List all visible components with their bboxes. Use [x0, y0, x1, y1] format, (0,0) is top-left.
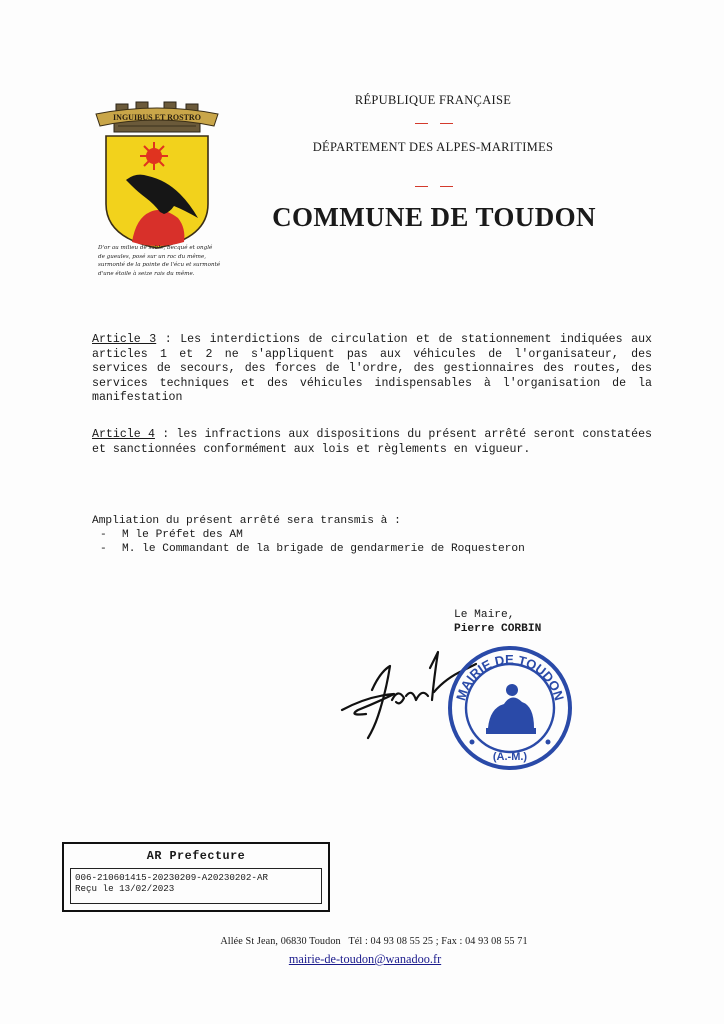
stamp-text-top: MAIRIE DE TOUDON [453, 651, 567, 703]
departement-heading: DÉPARTEMENT DES ALPES-MARITIMES [312, 140, 554, 154]
divider-dash [415, 186, 428, 187]
ampliation-item [100, 528, 243, 542]
divider-dash [440, 186, 453, 187]
official-stamp [446, 644, 574, 772]
ampliation-intro: Ampliation du présent arrêté sera transmis à : [92, 515, 401, 527]
motto-text: INGUIBUS ET ROSTRO [113, 113, 201, 122]
divider-dash [415, 123, 428, 124]
crest-caption-line: surmonté de la pointe de l'écu et surmonté [98, 262, 221, 268]
ampliation-item-text: M. le Commandant de la brigade de gendarmerie de Roquesteron [122, 543, 525, 555]
stamp-emblem [486, 684, 536, 734]
footer-email-link[interactable]: mairie-de-toudon@wanadoo.fr [288, 952, 442, 966]
article-label: Article 4 [92, 428, 155, 441]
ar-reference: 006-210601415-20230209-A20230202-AR [75, 872, 268, 883]
ampliation-item [100, 542, 525, 556]
crest-caption-line: D'or au milieu de sable, becqué et onglé [98, 245, 213, 251]
ar-received-date: Reçu le 13/02/2023 [75, 883, 175, 894]
stamp-text-bottom: (A.-M.) [492, 751, 528, 763]
crest-caption [98, 244, 238, 278]
divider-dash [440, 123, 453, 124]
republique-heading: RÉPUBLIQUE FRANÇAISE [354, 93, 512, 107]
star-icon [140, 142, 168, 170]
article-4 [92, 428, 652, 457]
ar-prefecture-box [62, 842, 330, 912]
crest-caption-line: de gueules, posé sur un roc du même, [98, 253, 207, 260]
ar-prefecture-title: AR Prefecture [146, 849, 246, 863]
article-label: Article 3 [92, 333, 157, 346]
article-3 [92, 333, 652, 406]
article-text: : Les interdictions de circulation et de stationnement indiquées aux articles 1 et 2 ne s'appliquent pas aux véhicules de l'organisateur, des services de secours, des forces de l'ordre, des gestionnaires des routes, des services techniques et des véhicules indispensables à l'organisation de la manifestation [92, 333, 653, 405]
signatory-name: Pierre CORBIN [454, 623, 542, 635]
ar-prefecture-details [70, 868, 322, 904]
bullet: - [100, 529, 107, 541]
footer-address: Allée St Jean, 06830 Toudon Tél : 04 93 08 55 25 ; Fax : 04 93 08 55 71 [220, 936, 528, 947]
signatory [454, 608, 541, 636]
crest-caption-line: d'une étoile à seize rais du même. [98, 270, 195, 277]
commune-title: COMMUNE DE TOUDON [272, 202, 596, 232]
signatory-role: Le Maire, [454, 609, 515, 621]
article-text: : les infractions aux dispositions du présent arrêté seront constatées et sanctionnées conformément aux lois et règlements en vigueur. [92, 428, 652, 456]
bullet: - [100, 543, 107, 555]
ampliation-item-text: M le Préfet des AM [122, 529, 243, 541]
